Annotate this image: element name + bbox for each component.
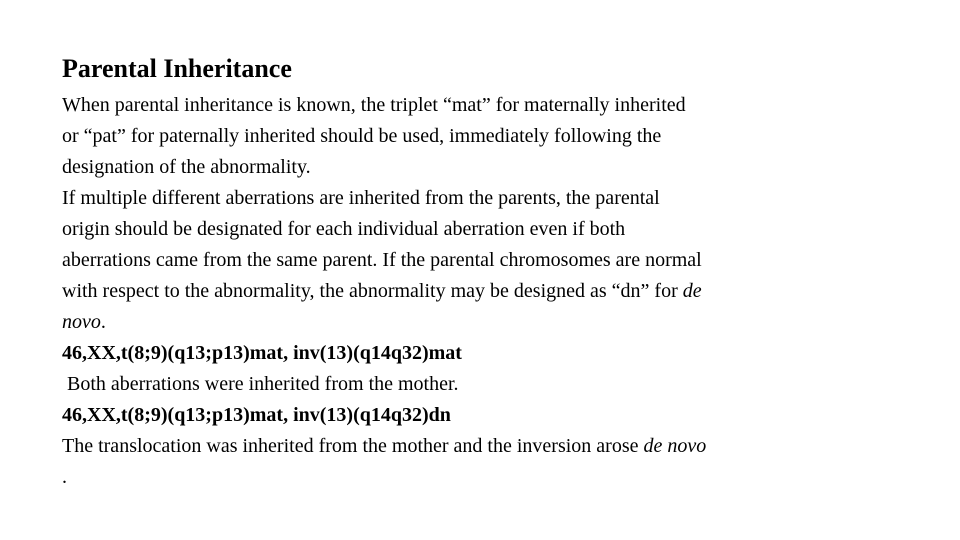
text-line: designation of the abnormality. bbox=[62, 156, 311, 178]
text-line bbox=[62, 431, 852, 462]
example-description: Both aberrations were inherited from the mother. bbox=[67, 373, 459, 395]
karyotype-example: 46,XX,t(8;9)(q13;p13)mat, inv(13)(q14q32)mat bbox=[62, 342, 462, 364]
text-line bbox=[62, 307, 852, 338]
slide-content bbox=[62, 52, 852, 493]
text-line bbox=[62, 276, 852, 307]
italic-term: novo bbox=[62, 311, 101, 333]
text-line: When parental inheritance is known, the triplet “mat” for maternally inherited bbox=[62, 94, 686, 116]
karyotype-example: 46,XX,t(8;9)(q13;p13)mat, inv(13)(q14q32)dn bbox=[62, 404, 451, 426]
text-segment: with respect to the abnormality, the abnormality may be designed as “dn” for bbox=[62, 280, 683, 302]
text-line: or “pat” for paternally inherited should be used, immediately following the bbox=[62, 125, 662, 147]
italic-term: de novo bbox=[643, 435, 707, 457]
text-segment: . bbox=[100, 311, 106, 333]
body-text bbox=[62, 90, 852, 493]
text-line: If multiple different aberrations are inherited from the parents, the parental bbox=[62, 187, 660, 209]
text-line: origin should be designated for each individual aberration even if both bbox=[62, 218, 626, 240]
italic-term: de bbox=[682, 280, 702, 302]
text-segment: The translocation was inherited from the mother and the inversion arose bbox=[62, 435, 644, 457]
text-line: aberrations came from the same parent. If the parental chromosomes are normal bbox=[62, 249, 702, 271]
slide-title: Parental Inheritance bbox=[62, 54, 292, 83]
text-line: . bbox=[62, 466, 67, 488]
